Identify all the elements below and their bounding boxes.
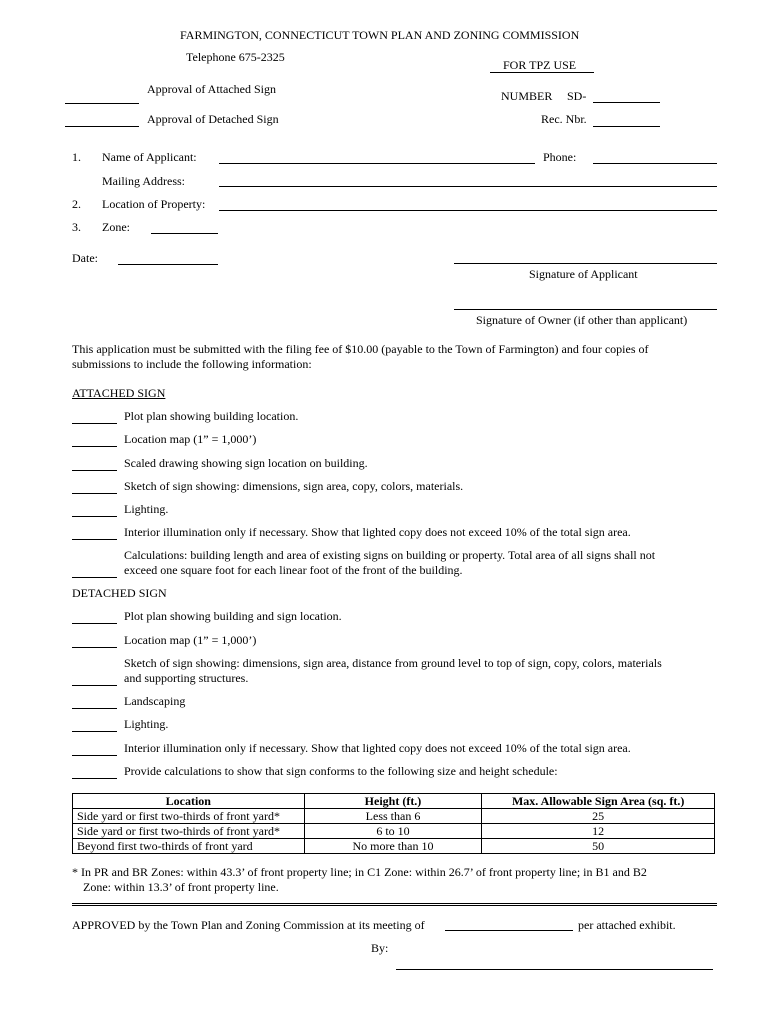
zone-field[interactable]: [151, 233, 218, 234]
approval-attached-label: Approval of Attached Sign: [147, 82, 276, 96]
name-field[interactable]: [219, 163, 535, 164]
phone-field[interactable]: [593, 163, 717, 164]
location-field[interactable]: [219, 210, 717, 211]
checklist-blank[interactable]: [72, 708, 117, 709]
area-cell: 50: [482, 839, 715, 854]
checklist-blank[interactable]: [72, 731, 117, 732]
checklist-item: Scaled drawing showing sign location on building.: [124, 456, 368, 470]
item-number-3: 3.: [72, 220, 81, 234]
date-field[interactable]: [118, 264, 218, 265]
calculations-line-1: Calculations: building length and area of existing signs on building or property. Total area of all signs shall not: [124, 548, 656, 562]
location-cell: Side yard or first two-thirds of front yard*: [73, 809, 305, 824]
height-cell: 6 to 10: [304, 824, 482, 839]
telephone: Telephone 675-2325: [186, 50, 285, 64]
applicant-signature-field[interactable]: [454, 263, 717, 264]
rec-nbr-label: Rec. Nbr.: [541, 112, 587, 126]
height-cell: Less than 6: [304, 809, 482, 824]
applicant-signature-label: Signature of Applicant: [529, 267, 638, 281]
checklist-blank[interactable]: [72, 539, 117, 540]
checklist-item: Sketch of sign showing: dimensions, sign area, copy, colors, materials.: [124, 479, 464, 493]
column-header: Max. Allowable Sign Area (sq. ft.): [482, 794, 715, 809]
rec-nbr-field[interactable]: [593, 126, 660, 127]
zone-label: Zone:: [102, 220, 130, 234]
checklist-blank[interactable]: [72, 470, 117, 471]
mailing-field[interactable]: [219, 186, 717, 187]
checklist-item: Provide calculations to show that sign conforms to the following size and height schedule:: [124, 764, 558, 778]
attached-sign-heading: ATTACHED SIGN: [72, 386, 166, 400]
intro-line-1: This application must be submitted with the filing fee of $10.00 (payable to the Town of Farmington) and four copies of: [72, 342, 649, 356]
area-cell: 12: [482, 824, 715, 839]
checklist-item: Interior illumination only if necessary. Show that lighted copy does not exceed 10% of the total sign area.: [124, 525, 631, 539]
location-cell: Beyond first two-thirds of front yard: [73, 839, 305, 854]
checklist-blank[interactable]: [72, 446, 117, 447]
column-header: Height (ft.): [304, 794, 482, 809]
checklist-blank[interactable]: [72, 647, 117, 648]
owner-signature-label: Signature of Owner (if other than applicant): [476, 313, 688, 327]
form-title: FARMINGTON, CONNECTICUT TOWN PLAN AND ZONING COMMISSION: [180, 28, 580, 42]
height-cell: No more than 10: [304, 839, 482, 854]
checklist-blank[interactable]: [72, 493, 117, 494]
checklist-blank[interactable]: [72, 778, 117, 779]
checklist-item: Plot plan showing building and sign location.: [124, 609, 342, 623]
table-row: [73, 809, 715, 824]
section-divider: [72, 903, 717, 906]
approval-text: APPROVED by the Town Plan and Zoning Commission at its meeting of: [72, 918, 425, 932]
name-label: Name of Applicant:: [102, 150, 197, 164]
intro-line-2: submissions to include the following information:: [72, 357, 312, 371]
table-header-row: [73, 794, 715, 809]
sd-number-field[interactable]: [593, 102, 660, 103]
approval-detached-blank[interactable]: [65, 126, 139, 127]
phone-label: Phone:: [543, 150, 577, 164]
column-header: Location: [73, 794, 305, 809]
checklist-blank[interactable]: [72, 755, 117, 756]
checklist-item: Lighting.: [124, 502, 169, 516]
number-label: NUMBER: [501, 89, 553, 103]
owner-signature-field[interactable]: [454, 309, 717, 310]
location-label: Location of Property:: [102, 197, 206, 211]
approver-signature-field[interactable]: [396, 969, 713, 970]
checklist-blank[interactable]: [72, 685, 117, 686]
sd-label: SD-: [567, 89, 587, 103]
table-row: [73, 839, 715, 854]
area-cell: 25: [482, 809, 715, 824]
tpz-use-underline: [490, 72, 594, 73]
sketch-line-1: Sketch of sign showing: dimensions, sign area, distance from ground level to top of sign, copy, colors, materials: [124, 656, 662, 670]
sketch-line-2: and supporting structures.: [124, 671, 249, 685]
table-row: [73, 824, 715, 839]
footnote-line-2: Zone: within 13.3’ of front property line.: [83, 880, 279, 894]
footnote-line-1: * In PR and BR Zones: within 43.3’ of front property line; in C1 Zone: within 26.7’ of front property line; in B1 and B2: [72, 865, 647, 879]
detached-sign-heading: DETACHED SIGN: [72, 586, 167, 600]
item-number-1: 1.: [72, 150, 81, 164]
by-label: By:: [371, 941, 389, 955]
approval-attached-blank[interactable]: [65, 103, 139, 104]
checklist-item: Location map (1” = 1,000’): [124, 633, 257, 647]
item-number-2: 2.: [72, 197, 81, 211]
checklist-blank[interactable]: [72, 623, 117, 624]
date-label: Date:: [72, 251, 98, 265]
approval-detached-label: Approval of Detached Sign: [147, 112, 279, 126]
checklist-item: Landscaping: [124, 694, 186, 708]
checklist-item: Location map (1” = 1,000’): [124, 432, 257, 446]
checklist-item: Plot plan showing building location.: [124, 409, 299, 423]
calculations-line-2: exceed one square foot for each linear foot of the front of the building.: [124, 563, 463, 577]
mailing-label: Mailing Address:: [102, 174, 185, 188]
meeting-date-field[interactable]: [445, 930, 573, 931]
size-height-schedule-table: [72, 793, 715, 854]
checklist-item: Lighting.: [124, 717, 169, 731]
checklist-blank[interactable]: [72, 577, 117, 578]
approval-suffix: per attached exhibit.: [578, 918, 676, 932]
tpz-use-label: FOR TPZ USE: [503, 58, 577, 72]
checklist-blank[interactable]: [72, 423, 117, 424]
checklist-item: Interior illumination only if necessary. Show that lighted copy does not exceed 10% of the total sign area.: [124, 741, 631, 755]
location-cell: Side yard or first two-thirds of front yard*: [73, 824, 305, 839]
checklist-blank[interactable]: [72, 516, 117, 517]
